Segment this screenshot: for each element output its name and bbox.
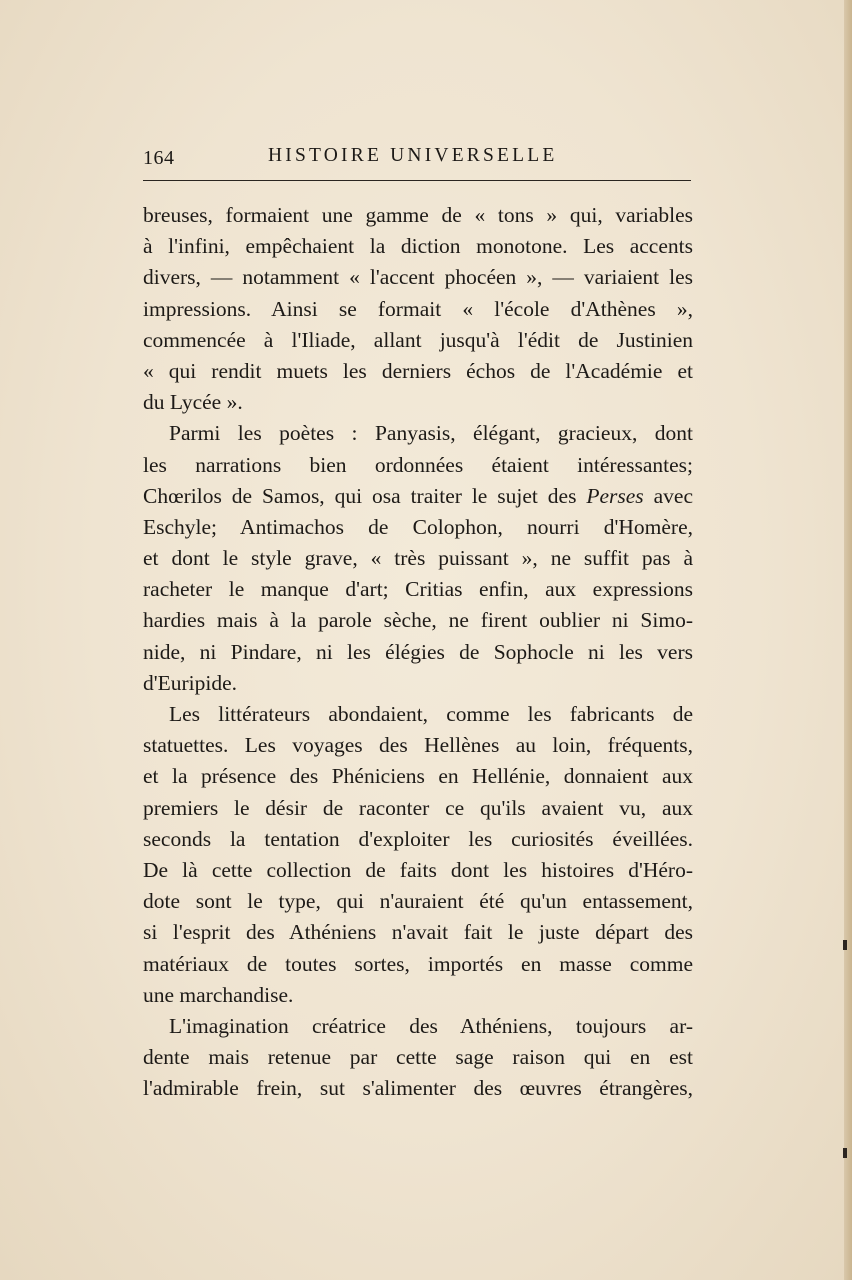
text-line: De là cette collection de faits dont les histoires d'Héro- <box>143 857 693 882</box>
text-line-with-italic: Chœrilos de Samos, qui osa traiter le sujet des Perses avec <box>143 483 693 508</box>
text-line: « qui rendit muets les derniers échos de l'Académie et <box>143 358 693 383</box>
text-line: divers, — notamment « l'accent phocéen », — variaient les <box>143 265 693 290</box>
text-line: premiers le désir de raconter ce qu'ils avaient vu, aux <box>143 795 693 820</box>
italic-title: Perses <box>586 483 644 508</box>
text-line: à l'infini, empêchaient la diction monotone. Les accents <box>143 234 693 259</box>
margin-mark <box>843 940 847 950</box>
text-line: L'imagination créatrice des Athéniens, toujours ar- <box>169 1013 693 1038</box>
running-title: HISTOIRE UNIVERSELLE <box>268 145 558 166</box>
paragraph-4 <box>143 1011 693 1105</box>
text-line: racheter le manque d'art; Critias enfin, aux expressions <box>143 577 693 602</box>
text-line: Les littérateurs abondaient, comme les fabricants de <box>169 702 693 726</box>
text-line: une marchandise. <box>143 982 294 1007</box>
text-line: seconds la tentation d'exploiter les curiosités éveillées. <box>143 826 693 851</box>
text-line: si l'esprit des Athéniens n'avait fait le juste départ des <box>143 920 693 945</box>
page-number: 164 <box>143 147 175 169</box>
text-line: commencée à l'Iliade, allant jusqu'à l'édit de Justinien <box>143 327 693 352</box>
text-line: matériaux de toutes sortes, importés en masse comme <box>143 951 693 976</box>
paragraph-1 <box>143 200 693 418</box>
margin-mark <box>843 1148 847 1158</box>
page-edge <box>844 0 852 1280</box>
text-line: du Lycée ». <box>143 390 243 415</box>
text-line: statuettes. Les voyages des Hellènes au loin, fréquents, <box>143 733 693 758</box>
text-line: et la présence des Phéniciens en Hellénie, donnaient aux <box>143 764 693 789</box>
page-header <box>143 140 693 182</box>
text-line: d'Euripide. <box>143 670 238 695</box>
text-line: Parmi les poètes : Panyasis, élégant, gracieux, dont <box>169 421 693 446</box>
text-line: les narrations bien ordonnées étaient intéressantes; <box>143 452 693 477</box>
text-line: dente mais retenue par cette sage raison qui en est <box>143 1045 693 1070</box>
paragraph-2 <box>143 418 693 699</box>
body-text <box>143 200 693 1104</box>
paragraph-3 <box>143 699 693 1011</box>
text-line: nide, ni Pindare, ni les élégies de Sophocle ni les vers <box>143 639 693 664</box>
text-line: dote sont le type, qui n'auraient été qu'un entassement, <box>143 889 693 914</box>
text-line: hardies mais à la parole sèche, ne firent oublier ni Simo- <box>143 608 693 633</box>
text-line: breuses, formaient une gamme de « tons » qui, variables <box>143 203 693 227</box>
text-line: et dont le style grave, « très puissant », ne suffit pas à <box>143 546 693 571</box>
text-line: Eschyle; Antimachos de Colophon, nourri d'Homère, <box>143 514 693 539</box>
text-line: l'admirable frein, sut s'alimenter des œuvres étrangères, <box>143 1076 693 1101</box>
header-rule <box>143 180 691 181</box>
text-line: impressions. Ainsi se formait « l'école d'Athènes », <box>143 296 693 321</box>
